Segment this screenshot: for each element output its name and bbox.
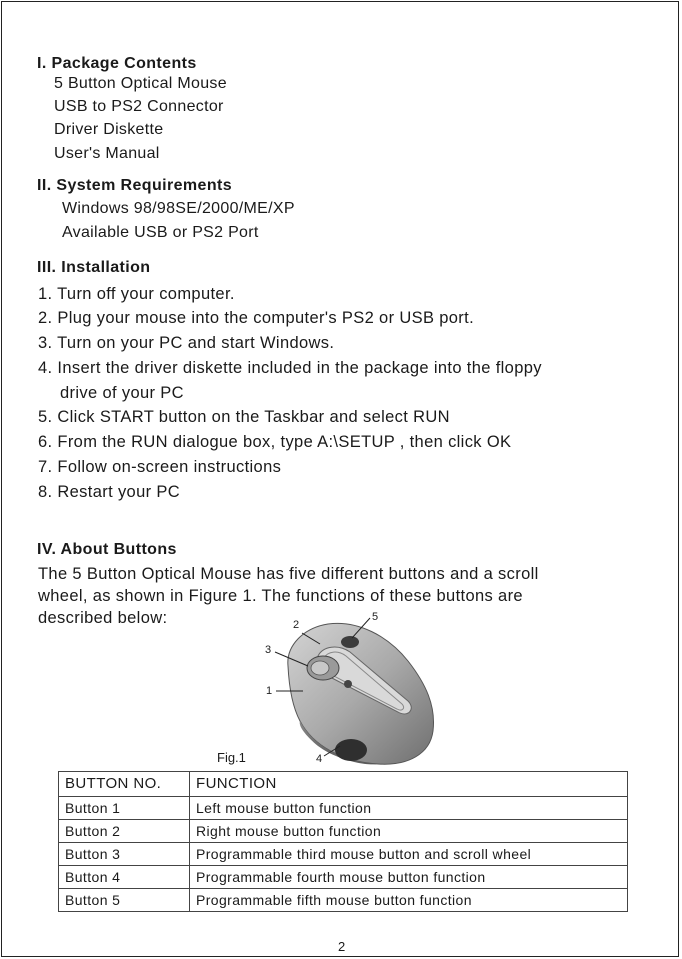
button-function-table <box>58 771 628 912</box>
install-step-continuation: drive of your PC <box>60 384 184 402</box>
callout-4: 4 <box>316 753 323 765</box>
install-step: 2. Plug your mouse into the computer's PS2 or USB port. <box>38 309 475 327</box>
package-item: User's Manual <box>54 145 160 162</box>
table-row <box>59 820 628 843</box>
table-row <box>59 866 628 889</box>
section-heading-system-requirements: II. System Requirements <box>37 177 233 194</box>
install-step: 4. Insert the driver diskette included in the package into the floppy <box>38 359 542 377</box>
page-number: 2 <box>338 939 346 954</box>
table-row <box>59 843 628 866</box>
callout-3: 3 <box>265 644 272 656</box>
button-4-shape <box>335 739 367 761</box>
install-step: 8. Restart your PC <box>38 483 181 501</box>
button-number-cell: Button 3 <box>59 843 190 866</box>
button-number-cell: Button 2 <box>59 820 190 843</box>
table-row <box>59 889 628 912</box>
table-header-cell: BUTTON NO. <box>59 772 190 797</box>
about-paragraph-line: wheel, as shown in Figure 1. The functions of these buttons are <box>38 587 523 605</box>
callout-2: 2 <box>293 619 300 631</box>
mouse-figure <box>258 606 448 771</box>
function-cell: Programmable third mouse button and scroll wheel <box>190 843 628 866</box>
section-heading-package-contents: I. Package Contents <box>37 55 197 72</box>
install-step: 7. Follow on-screen instructions <box>38 458 282 476</box>
section-heading-installation: III. Installation <box>37 259 151 276</box>
install-step: 1. Turn off your computer. <box>38 285 235 303</box>
install-step: 5. Click START button on the Taskbar and select RUN <box>38 408 450 426</box>
function-cell: Programmable fifth mouse button function <box>190 889 628 912</box>
install-step: 3. Turn on your PC and start Windows. <box>38 334 335 352</box>
button-5-shape <box>341 636 359 648</box>
package-item: USB to PS2 Connector <box>54 98 224 115</box>
button-number-cell: Button 1 <box>59 797 190 820</box>
package-item: Driver Diskette <box>54 121 164 138</box>
callout-5: 5 <box>372 611 379 623</box>
figure-caption: Fig.1 <box>217 750 246 765</box>
table-row <box>59 797 628 820</box>
package-item: 5 Button Optical Mouse <box>54 75 227 92</box>
about-paragraph-line: described below: <box>38 609 168 627</box>
button-number-cell: Button 5 <box>59 889 190 912</box>
callout-1: 1 <box>266 685 273 697</box>
about-paragraph-line: The 5 Button Optical Mouse has five different buttons and a scroll <box>38 565 539 583</box>
table-header-cell: FUNCTION <box>190 772 628 797</box>
section-heading-about-buttons: IV. About Buttons <box>37 541 177 558</box>
table-header-row <box>59 772 628 797</box>
function-cell: Programmable fourth mouse button function <box>190 866 628 889</box>
requirement-item: Windows 98/98SE/2000/ME/XP <box>62 200 295 217</box>
requirement-item: Available USB or PS2 Port <box>62 224 259 241</box>
install-step: 6. From the RUN dialogue box, type A:\SETUP , then click OK <box>38 433 512 451</box>
button-number-cell: Button 4 <box>59 866 190 889</box>
function-cell: Left mouse button function <box>190 797 628 820</box>
function-cell: Right mouse button function <box>190 820 628 843</box>
